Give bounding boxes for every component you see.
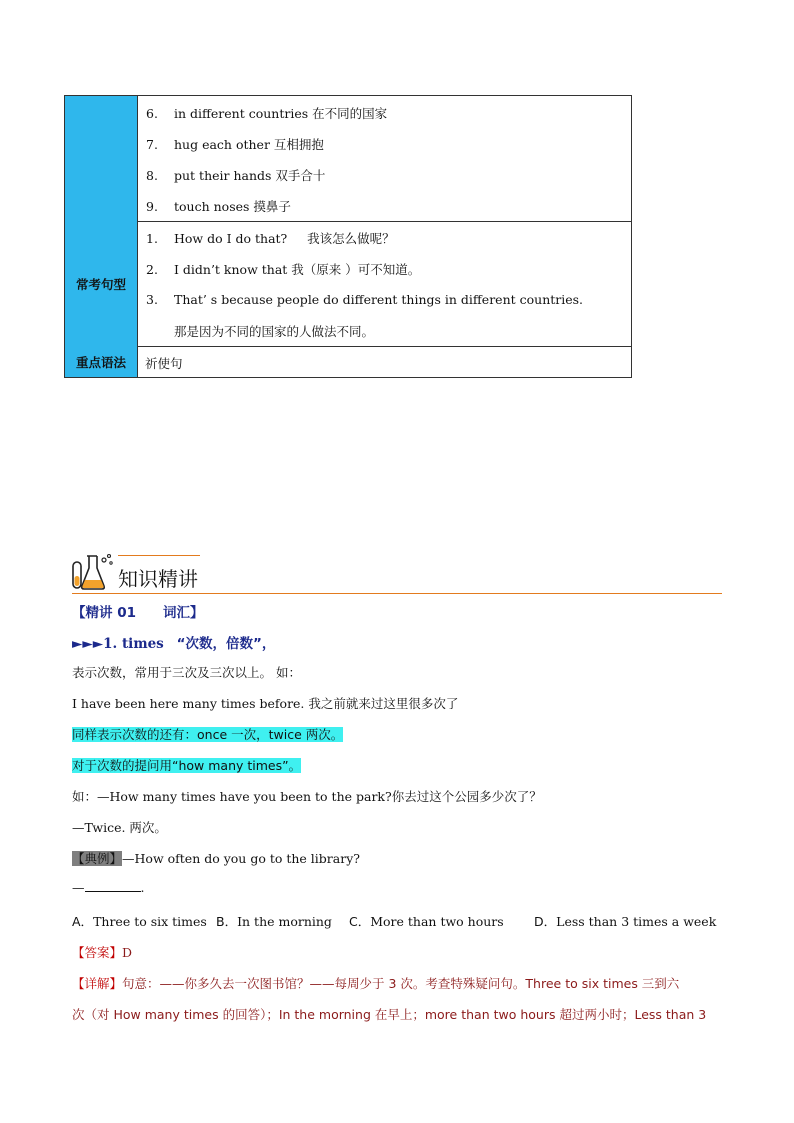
answer-value: D [122, 945, 133, 960]
sentence-item: 3. That’ s because people do different things in different countries. [146, 292, 584, 307]
dialog-line: —Twice. 两次。 [72, 820, 167, 835]
vocab-description: 表示次数，常用于三次及三次以上。 如： [72, 665, 301, 680]
vocab-item: 9. touch noses 摸鼻子 [146, 199, 291, 214]
example-question: 【典例】—How often do you go to the library? [72, 851, 360, 866]
lab-flask-icon [70, 552, 116, 592]
row-divider [65, 346, 631, 347]
detail-line: 次（对 How many times 的回答）；In the morning 在早上；more than two hours 超过两小时；Less than 3 [72, 1007, 707, 1022]
vocab-item: 8. put their hands 双手合十 [146, 168, 326, 183]
note-highlight: 对于次数的提问用“how many times”。 [72, 758, 302, 773]
example-tag: 【典例】 [72, 851, 123, 866]
lesson-heading: 【精讲 01 词汇】 [72, 605, 204, 621]
answer-blank-line: — . [72, 880, 145, 895]
row-divider [65, 221, 631, 222]
triple-arrow-icon: ►►► [72, 636, 104, 652]
sentence-translation: 那是因为不同的国家的人做法不同。 [174, 324, 375, 339]
answer-tag: 【答案】 [72, 945, 123, 960]
grammar-label: 重点语法 [65, 346, 138, 377]
detail-line: 【详解】句意：——你多久去一次图书馆？——每周少于 3 次。考查特殊疑问句。Three to six times 三到六 [72, 976, 680, 991]
option-c: C．More than two hours [349, 914, 504, 929]
dialog-line: 如：—How many times have you been to the park?你去过这个公园多少次了？ [72, 789, 542, 804]
vocab-label-cell [65, 96, 138, 221]
option-a: A．Three to six times [72, 914, 207, 929]
answer-blank [85, 880, 141, 892]
section-top-rule [118, 555, 200, 556]
vocab-item: 7. hug each other 互相拥抱 [146, 137, 324, 152]
vocab-table [64, 95, 632, 378]
section-title: 知识精讲 [118, 567, 198, 591]
vocab-item: 6. in different countries 在不同的国家 [146, 106, 388, 121]
grammar-value: 祈使句 [145, 356, 183, 371]
sentence-item: 1. How do I do that? 我该怎么做呢？ [146, 231, 395, 246]
option-b: B．In the morning [216, 914, 332, 929]
section-rule [72, 593, 722, 594]
note-highlight: 同样表示次数的还有：once 一次，twice 两次。 [72, 727, 344, 742]
example-sentence: I have been here many times before. 我之前就来过这里很多次了 [72, 696, 459, 711]
answer-line [72, 943, 132, 961]
option-d: D．Less than 3 times a week [534, 914, 717, 929]
sentence-item: 2. I didn’t know that 我（原来 ）可不知道。 [146, 262, 421, 277]
detail-tag: 【详解】 [72, 976, 123, 991]
vocab-entry: ►►►1. times “次数，倍数”， [72, 636, 276, 652]
sentences-label: 常考句型 [65, 221, 138, 346]
